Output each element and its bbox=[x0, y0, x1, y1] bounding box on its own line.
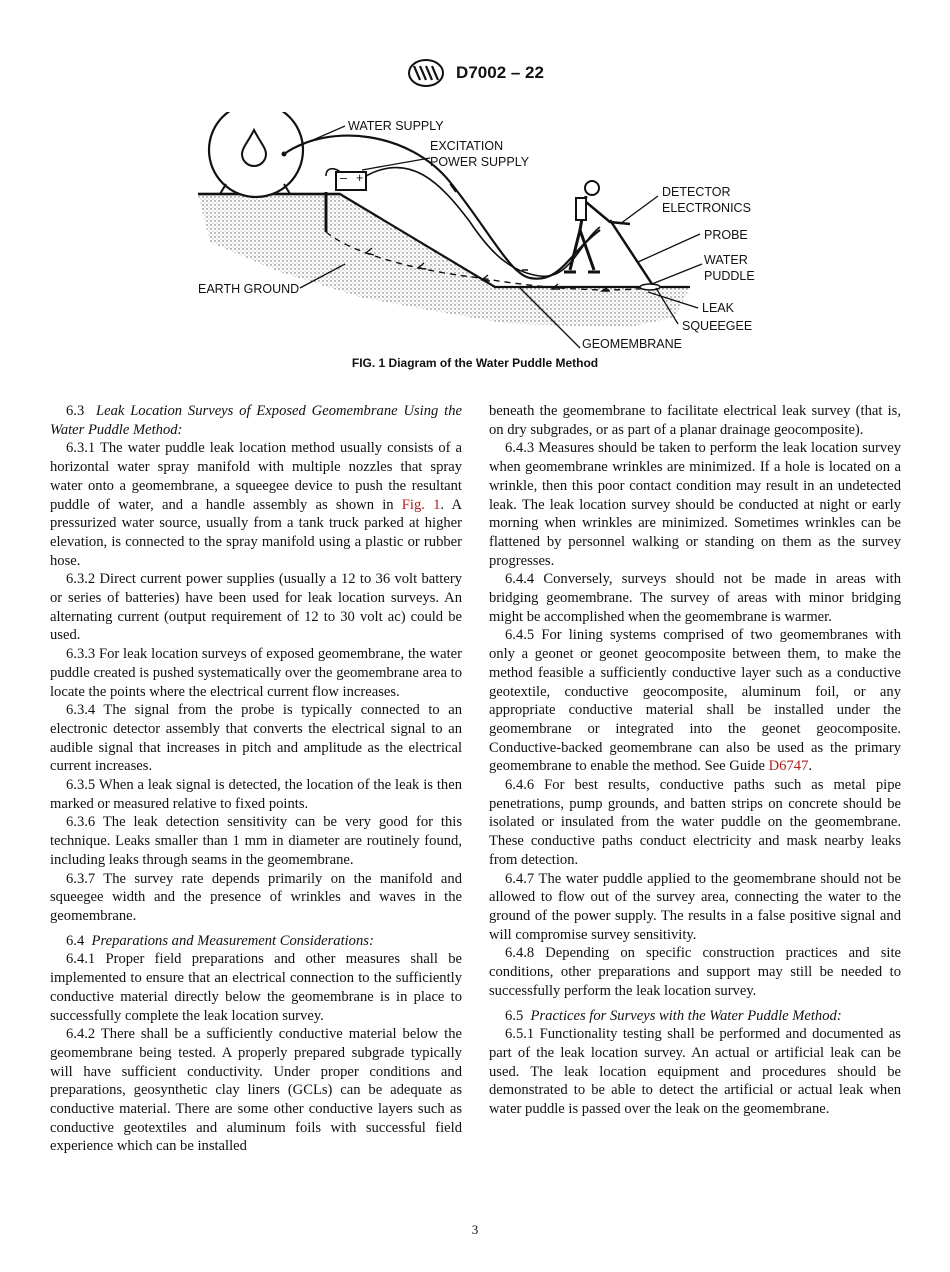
left-column bbox=[50, 402, 462, 1156]
probe-handle bbox=[610, 220, 652, 284]
paragraph-6-3-6: 6.3.6 The leak detection sensitivity can be very good for this technique. Leaks smaller than 1 mm in diameter are routinely found, including leaks through seams in the geomembrane. bbox=[50, 814, 462, 868]
label-puddle: PUDDLE bbox=[704, 269, 755, 283]
paragraph-6-3-7: 6.3.7 The survey rate depends primarily on the manifold and squeegee width and the presence of wrinkles and waves in the geomembrane. bbox=[50, 870, 462, 924]
figure-caption: FIG. 1 Diagram of the Water Puddle Method bbox=[351, 356, 599, 370]
paragraph-6-4-5: 6.4.5 For lining systems comprised of two geomembranes with only a geonet or geonet geocomposite between them, to make the method feasible a sufficiently conductive layer such as a conductive geotextile, conductive geocomposite, aluminum foil, or any appropriate conductive material shall be installed under the geomembrane or integrated into the geonet geocomposite. Conductive-backed geomembrane can also be used as the primary geomembrane to enable the method. See Guide D6747. bbox=[489, 627, 901, 775]
paragraph-6-4-8: 6.4.8 Depending on specific construction practices and site conditions, other preparations and support may still be needed to successfully perform the leak location survey. bbox=[489, 945, 901, 999]
paragraph-6-3-3: 6.3.3 For leak location surveys of exposed geomembrane, the water puddle created is pushed systematically over the geomembrane area to locate the points where the electrical current flow increases. bbox=[50, 646, 462, 700]
d6747-link[interactable]: D6747 bbox=[768, 758, 809, 775]
label-probe: PROBE bbox=[704, 228, 748, 242]
paragraph-6-3-5: 6.3.5 When a leak signal is detected, the location of the leak is then marked or measured relative to fixed points. bbox=[50, 777, 462, 812]
paragraph-6-4-4: 6.4.4 Conversely, surveys should not be made in areas with bridging geomembrane. The survey of areas with minor bridging might be accomplished when the geomembrane is warmer. bbox=[489, 571, 901, 625]
section-6-4-heading: 6.4 Preparations and Measurement Considerations: bbox=[66, 932, 374, 949]
section-6-3-heading: 6.3 Leak Location Surveys of Exposed Geomembrane Using the Water Puddle Method: bbox=[50, 403, 462, 438]
label-leak: LEAK bbox=[702, 301, 734, 315]
document-id: D7002 – 22 bbox=[456, 63, 544, 82]
paragraph-6-3-1: 6.3.1 The water puddle leak location method usually consists of a horizontal water spray manifold with multiple nozzles that spray water onto a geomembrane, a squeegee device to push the resultant puddle of water, and a handle assembly as shown in Fig. 1. A pressurized water source, usually from a tank truck parked at higher elevation, is connected to the spray manifold using a plastic or rubber hose. bbox=[50, 440, 463, 569]
page-number: 3 bbox=[471, 1222, 479, 1237]
paragraph-6-4-2: 6.4.2 There shall be a sufficiently conductive material below the geomembrane being tested. A properly prepared subgrade typically will have sufficient conductivity. Under proper conditions and preparations, geosynthetic clay liners (GCLs) can be adequate as conductive material. There are some other conductive layers such as conductive geotextiles and aluminum foils with successful field experience which can be installed bbox=[50, 1026, 462, 1155]
water-tank bbox=[209, 112, 303, 197]
section-6-5-heading: 6.5 Practices for Surveys with the Water Puddle Method: bbox=[505, 1007, 842, 1024]
label-water-supply: WATER SUPPLY bbox=[348, 119, 444, 133]
paragraph-6-4-3: 6.4.3 Measures should be taken to perform the leak location survey when geomembrane wrinkles are minimized. If a hole is located on a wrinkle, then this poor contact condition may result in an undetected leak. The leak location survey should be conducted at night or early morning when wrinkles are minimized. Sometimes wrinkles can be flattened by personnel walking or standing on them as the survey progresses. bbox=[489, 440, 901, 569]
astm-logo-icon bbox=[406, 58, 446, 88]
page-header bbox=[0, 58, 950, 88]
label-squeegee: SQUEEGEE bbox=[682, 319, 753, 333]
paragraph-6-4-2-continued: beneath the geomembrane to facilitate electrical leak survey (that is, on dry subgrades, or as part of a planar drainage geocomposite). bbox=[489, 403, 901, 438]
paragraph-6-3-2: 6.3.2 Direct current power supplies (usually a 12 to 36 volt battery or series of batteries) have been used for leak location surveys. An alternating current (output requirement of 12 to 30 volt ac) could be used. bbox=[50, 571, 462, 644]
label-electronics: ELECTRONICS bbox=[662, 201, 751, 215]
fig-1-link[interactable]: Fig. 1 bbox=[401, 496, 441, 513]
paragraph-6-4-1: 6.4.1 Proper field preparations and other measures shall be implemented to ensure that an electrical connection to the sufficiently conductive material directly below the geomembrane is in place to successfully complete the leak location survey. bbox=[50, 951, 462, 1024]
label-water: WATER bbox=[704, 253, 748, 267]
label-excitation: EXCITATION bbox=[430, 139, 504, 153]
label-detector: DETECTOR bbox=[662, 185, 731, 199]
paragraph-6-4-7: 6.4.7 The water puddle applied to the geomembrane should not be allowed to flow out of the survey area, connecting the water to the ground of the power supply. The results in a false positive signal and will compromise survey sensitivity. bbox=[489, 870, 901, 943]
battery-minus: – bbox=[340, 171, 347, 185]
operator-figure bbox=[564, 181, 630, 272]
earth-ground-area bbox=[198, 194, 690, 327]
paragraph-6-4-6: 6.4.6 For best results, conductive paths such as metal pipe penetrations, pump grounds, and batten strips on concrete should be isolated or insulated from the water puddle on the geomembrane. These conductive paths conduct electricity and mask nearby leaks from detection. bbox=[489, 777, 901, 868]
label-geomembrane: GEOMEMBRANE bbox=[582, 337, 683, 351]
label-earth-ground: EARTH GROUND bbox=[198, 282, 300, 296]
right-column bbox=[489, 402, 901, 1119]
label-power-supply: POWER SUPPLY bbox=[430, 155, 530, 169]
battery-plus: + bbox=[356, 171, 364, 185]
water-puddle-diagram bbox=[190, 112, 760, 357]
paragraph-6-3-4: 6.3.4 The signal from the probe is typically connected to an electronic detector assembly that converts the electrical signal to an audible signal that increases in pitch and amplitude as the electrical current increases. bbox=[50, 702, 462, 775]
paragraph-6-5-1: 6.5.1 Functionality testing shall be performed and documented as part of the leak location survey. An actual or artificial leak can be used. The leak location equipment and procedures should be demonstrated to be able to detect the artificial or actual leak when water puddle is passed over the leak on the geomembrane. bbox=[489, 1026, 901, 1118]
